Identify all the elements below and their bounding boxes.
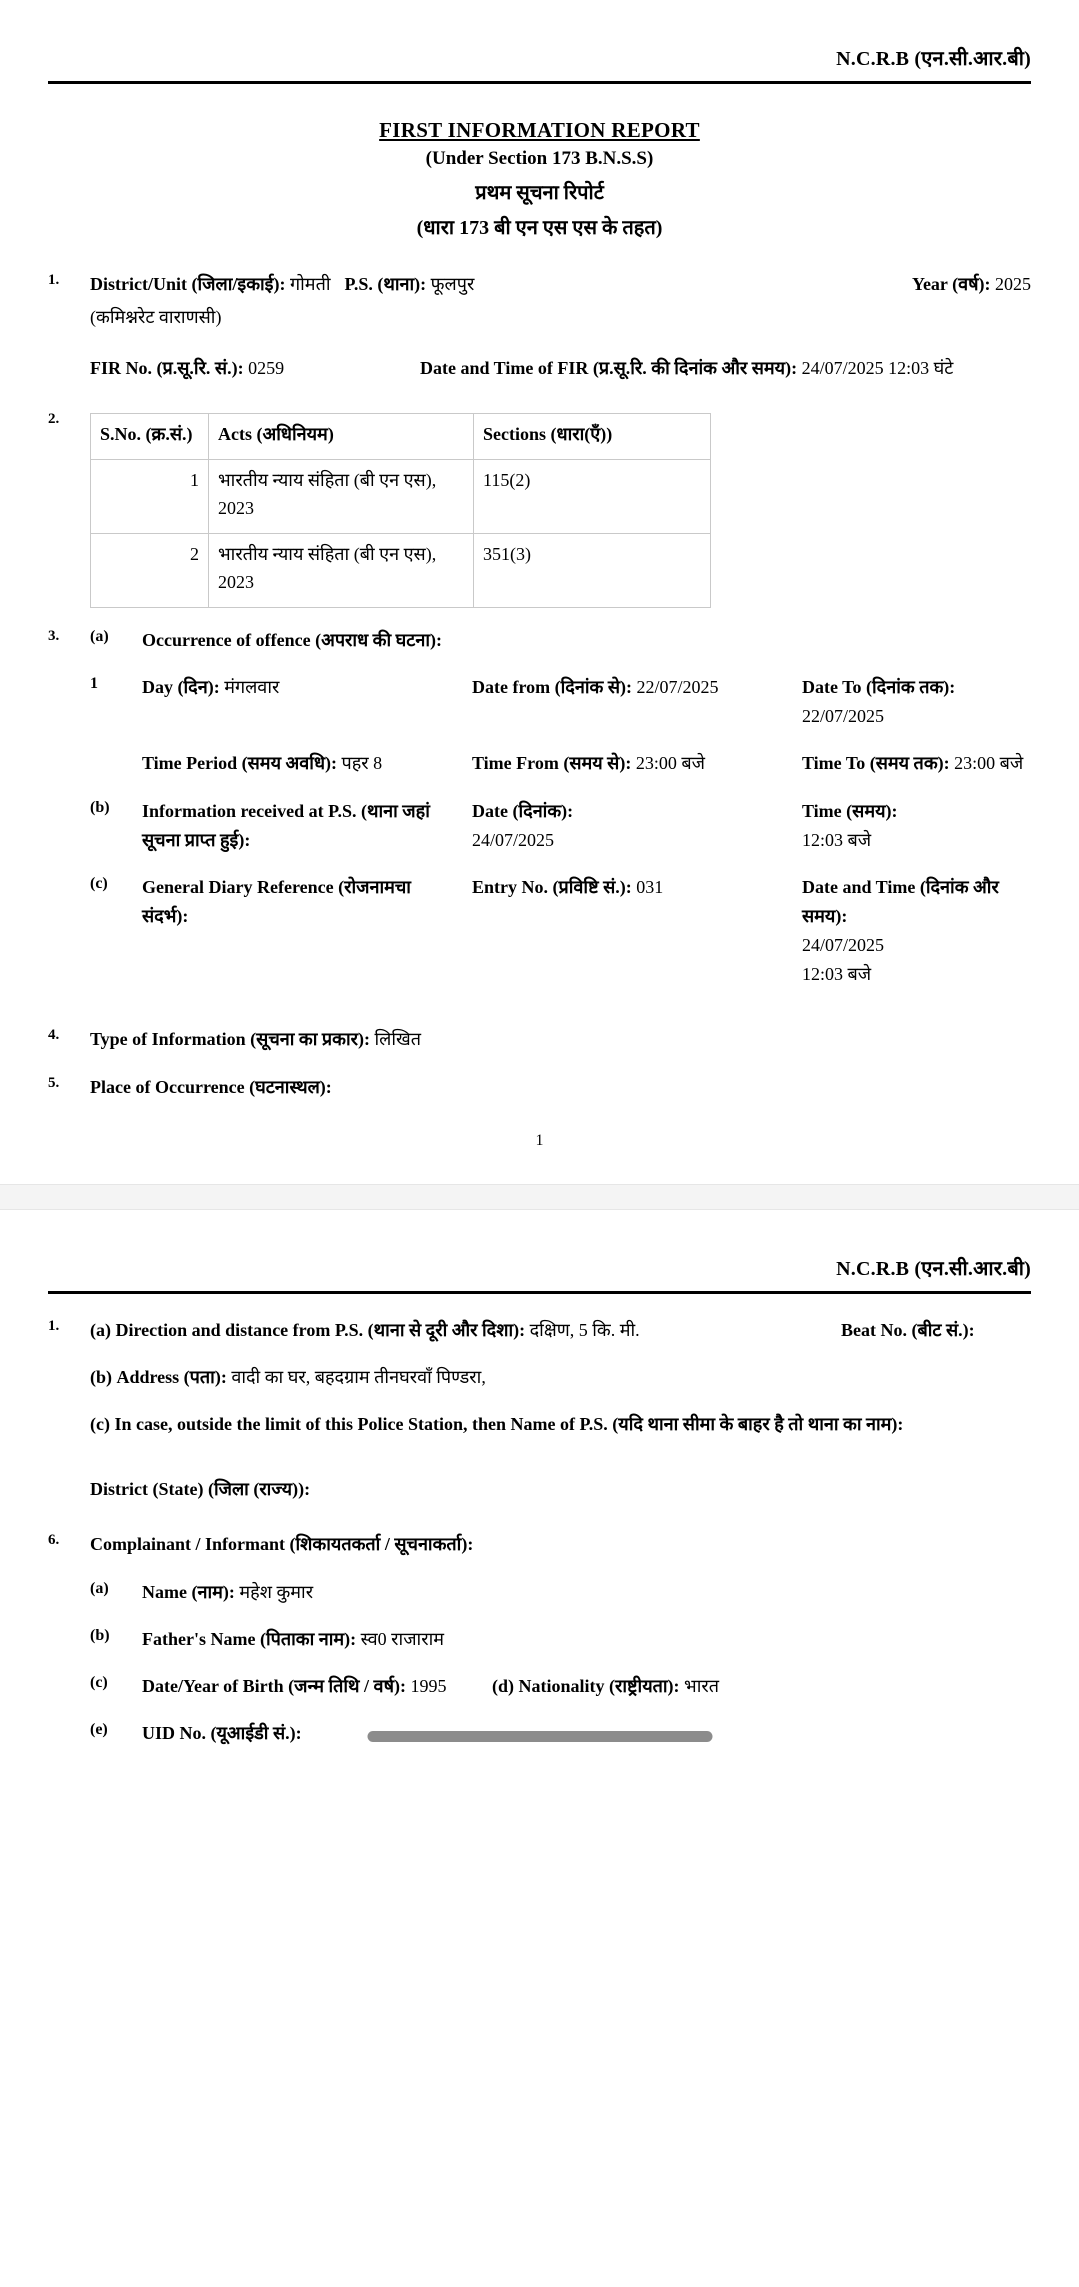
district-label: District/Unit (जिला/इकाई): (90, 274, 286, 294)
outside-limit-marker: (c) (90, 1414, 110, 1435)
fir-datetime-value: 24/07/2025 12:03 घंटे (801, 358, 954, 379)
commissionerate-value: (कमिश्नरेट वाराणसी) (90, 307, 222, 328)
place-of-occurrence-field (90, 1073, 1031, 1102)
page-subtitle-hindi: (धारा 173 बी एन एस एस के तहत) (416, 217, 663, 239)
fir-datetime-label: Date and Time of FIR (प्र.सू.रि. की दिनांक और समय): (420, 358, 798, 379)
date-to-value: 22/07/2025 (802, 706, 885, 727)
occurrence-row-number: 1 (90, 675, 98, 693)
fir-number-field (90, 354, 420, 383)
time-from-label: Time From (समय से): (472, 753, 632, 774)
complainant-father-name-label: Father's Name (पिताका नाम): (142, 1628, 357, 1649)
day-field (142, 673, 472, 731)
information-received-time-value: 12:03 बजे (802, 829, 872, 850)
place-of-occurrence-label: Place of Occurrence (घटनास्थल): (90, 1076, 332, 1097)
time-period-label: Time Period (समय अवधि): (142, 753, 337, 774)
direction-distance-field (90, 1316, 841, 1345)
page-title: FIRST INFORMATION REPORT (379, 118, 700, 142)
section-3b-marker: (b) (90, 798, 110, 816)
document-title-block (48, 118, 1031, 240)
date-from-value: 22/07/2025 (636, 677, 719, 698)
information-received-time-label: Time (समय): (802, 800, 898, 821)
complainant-father-name-field (142, 1625, 444, 1654)
time-period-field (142, 749, 472, 778)
table-row (91, 534, 711, 608)
section-3c-marker: (c) (90, 874, 108, 892)
table-header-row (91, 414, 711, 460)
fir-number-value: 0259 (248, 358, 285, 379)
ps-value: फूलपुर (430, 274, 475, 294)
time-to-label: Time To (समय तक): (802, 753, 950, 774)
page-title-hindi: प्रथम सूचना रिपोर्ट (475, 182, 604, 204)
section-6-number: 6. (48, 1532, 60, 1549)
time-from-field (472, 749, 802, 778)
address-label: Address (पता): (116, 1366, 227, 1387)
complainant-father-name-row (90, 1625, 1031, 1654)
time-from-value: 23:00 बजे (635, 753, 705, 774)
address-marker: (b) (90, 1366, 112, 1387)
section-5-number: 5. (48, 1074, 60, 1091)
ps-field (345, 270, 475, 299)
address-field (90, 1363, 1031, 1392)
gd-datetime-date-value: 24/07/2025 (802, 935, 885, 956)
district-state-label: District (State) (जिला (राज्य)): (90, 1479, 311, 1500)
acts-sections-table (90, 413, 711, 607)
information-received-label: Information received at P.S. (थाना जहां सूचना प्राप्त हुई): (142, 800, 430, 850)
gd-entry-label: Entry No. (प्रविष्टि सं.): (472, 876, 632, 897)
complainant-dob-label: Date/Year of Birth (जन्म तिथि / वर्ष): (142, 1675, 406, 1696)
year-field (912, 270, 1031, 299)
gd-entry-value: 031 (636, 876, 664, 897)
direction-distance-value: दक्षिण, 5 कि. मी. (529, 1319, 640, 1340)
cell-act: भारतीय न्याय संहिता (बी एन एस), 2023 (209, 534, 474, 608)
type-of-information-label: Type of Information (सूचना का प्रकार): (90, 1029, 370, 1050)
beat-no-label: Beat No. (बीट सं.): (841, 1319, 975, 1340)
date-to-label: Date To (दिनांक तक): (802, 677, 956, 698)
district-value: गोमती (290, 274, 331, 294)
complainant-nationality-field (492, 1672, 1031, 1701)
complainant-name-marker: (a) (90, 1579, 109, 1597)
section-3 (48, 626, 1031, 990)
col-header-sno: S.No. (क्र.सं.) (91, 414, 209, 460)
date-from-label: Date from (दिनांक से): (472, 677, 632, 698)
general-diary-reference-row (142, 873, 1031, 990)
direction-distance-label: Direction and distance from P.S. (थाना से दूरी और दिशा): (115, 1319, 526, 1340)
beat-no-field (841, 1316, 1031, 1345)
col-header-sections: Sections (धारा(एँ)) (474, 414, 711, 460)
address-value: वादी का घर, बहदग्राम तीनघरवाँ पिण्डरा, (231, 1366, 486, 1387)
outside-limit-label: In case, outside the limit of this Police Station, then Name of P.S. (यदि थाना सीमा के बाहर है तो थाना का नाम): (114, 1414, 904, 1435)
time-period-value: पहर 8 (341, 753, 383, 774)
time-to-value: 23:00 बजे (954, 753, 1024, 774)
cell-sno: 2 (91, 534, 209, 608)
page-number-footer: 1 (535, 1131, 544, 1149)
page2-item-1-number: 1. (48, 1317, 60, 1334)
complainant-informant-title: Complainant / Informant (शिकायतकर्ता / सूचनाकर्ता): (90, 1534, 474, 1555)
section-3c (90, 873, 1031, 990)
fir-number-label: FIR No. (प्र.सू.रि. सं.): (90, 358, 244, 379)
fir-datetime-field (420, 354, 1031, 383)
cell-section: 115(2) (474, 460, 711, 534)
complainant-uid-marker: (e) (90, 1721, 108, 1739)
day-label: Day (दिन): (142, 677, 220, 698)
cell-act: भारतीय न्याय संहिता (बी एन एस), 2023 (209, 460, 474, 534)
section-3a-marker: (a) (90, 627, 109, 645)
page-subtitle: (Under Section 173 B.N.S.S) (425, 148, 654, 169)
outside-limit-field (90, 1410, 1031, 1439)
complainant-uid-label: UID No. (यूआईडी सं.): (142, 1723, 302, 1744)
complainant-dob-value: 1995 (410, 1675, 447, 1696)
complainant-dob-marker: (c) (90, 1673, 108, 1691)
fir-page-2 (0, 1210, 1079, 1768)
complainant-dob-nationality-row (90, 1672, 1031, 1701)
complainant-name-label: Name (नाम): (142, 1581, 235, 1602)
section-3-number: 3. (48, 627, 60, 644)
section-4-number: 4. (48, 1027, 60, 1044)
type-of-information-value: लिखित (374, 1029, 421, 1050)
time-row (142, 749, 1031, 778)
fir-number-datetime-row (90, 354, 1031, 383)
day-date-row (142, 673, 1031, 731)
complainant-father-name-marker: (b) (90, 1626, 110, 1644)
page2-item-1 (48, 1316, 1031, 1505)
gd-datetime-time-value: 12:03 बजे (802, 964, 872, 985)
year-value: 2025 (995, 274, 1031, 294)
table-row (91, 460, 711, 534)
complainant-name-value: महेश कुमार (239, 1581, 314, 1602)
section-2-number: 2. (48, 411, 60, 428)
gd-datetime-field (802, 873, 1031, 990)
header-divider-page1 (48, 81, 1031, 84)
date-from-field (472, 673, 802, 731)
section-1 (48, 270, 1031, 383)
gd-entry-field (472, 873, 802, 990)
complainant-dob-field (142, 1672, 492, 1701)
complainant-name-field (142, 1578, 313, 1607)
header-divider-page2 (48, 1291, 1031, 1294)
page-separator (0, 1184, 1079, 1210)
information-received-row (142, 797, 1031, 855)
section-3b (90, 797, 1031, 855)
complainant-name-row (90, 1578, 1031, 1607)
section-1-number: 1. (48, 272, 60, 288)
section-4 (48, 1025, 1031, 1054)
ncrb-header-page1: N.C.R.B (एन.सी.आर.बी) (836, 48, 1031, 70)
section-5 (48, 1073, 1031, 1102)
section-2 (48, 409, 1031, 607)
complainant-nationality-label: Nationality (राष्ट्रीयता): (518, 1675, 680, 1696)
cell-sno: 1 (91, 460, 209, 534)
day-value: मंगलवार (224, 677, 280, 698)
information-received-date-label: Date (दिनांक): (472, 800, 574, 821)
complainant-nationality-value: भारत (684, 1675, 719, 1696)
information-received-time-field (802, 797, 1031, 855)
general-diary-reference-label: General Diary Reference (रोजनामचा संदर्भ): (142, 876, 411, 927)
complainant-father-name-value: स्व0 राजाराम (360, 1628, 445, 1649)
information-received-date-value: 24/07/2025 (472, 829, 555, 850)
complainant-nationality-marker: (d) (492, 1675, 514, 1696)
cell-section: 351(3) (474, 534, 711, 608)
ncrb-header-page2: N.C.R.B (एन.सी.आर.बी) (836, 1257, 1031, 1280)
year-label: Year (वर्ष): (911, 274, 991, 294)
district-field (90, 270, 331, 299)
ps-label: P.S. (थाना): (344, 274, 427, 294)
col-header-acts: Acts (अधिनियम) (209, 414, 474, 460)
gd-datetime-label: Date and Time (दिनांक और समय): (802, 876, 999, 927)
occurrence-of-offence-title: Occurrence of offence (अपराध की घटना): (142, 629, 442, 650)
district-ps-year-row (90, 270, 1031, 299)
information-received-date-field (472, 797, 802, 855)
type-of-information-field (90, 1025, 1031, 1054)
time-to-field (802, 749, 1031, 778)
occurrence-detail-row (90, 673, 1031, 778)
section-3a (90, 626, 1031, 655)
date-to-field (802, 673, 1031, 731)
horizontal-scrollbar[interactable] (367, 1731, 712, 1742)
direction-distance-marker: (a) (90, 1319, 111, 1340)
direction-distance-row (90, 1316, 1031, 1345)
